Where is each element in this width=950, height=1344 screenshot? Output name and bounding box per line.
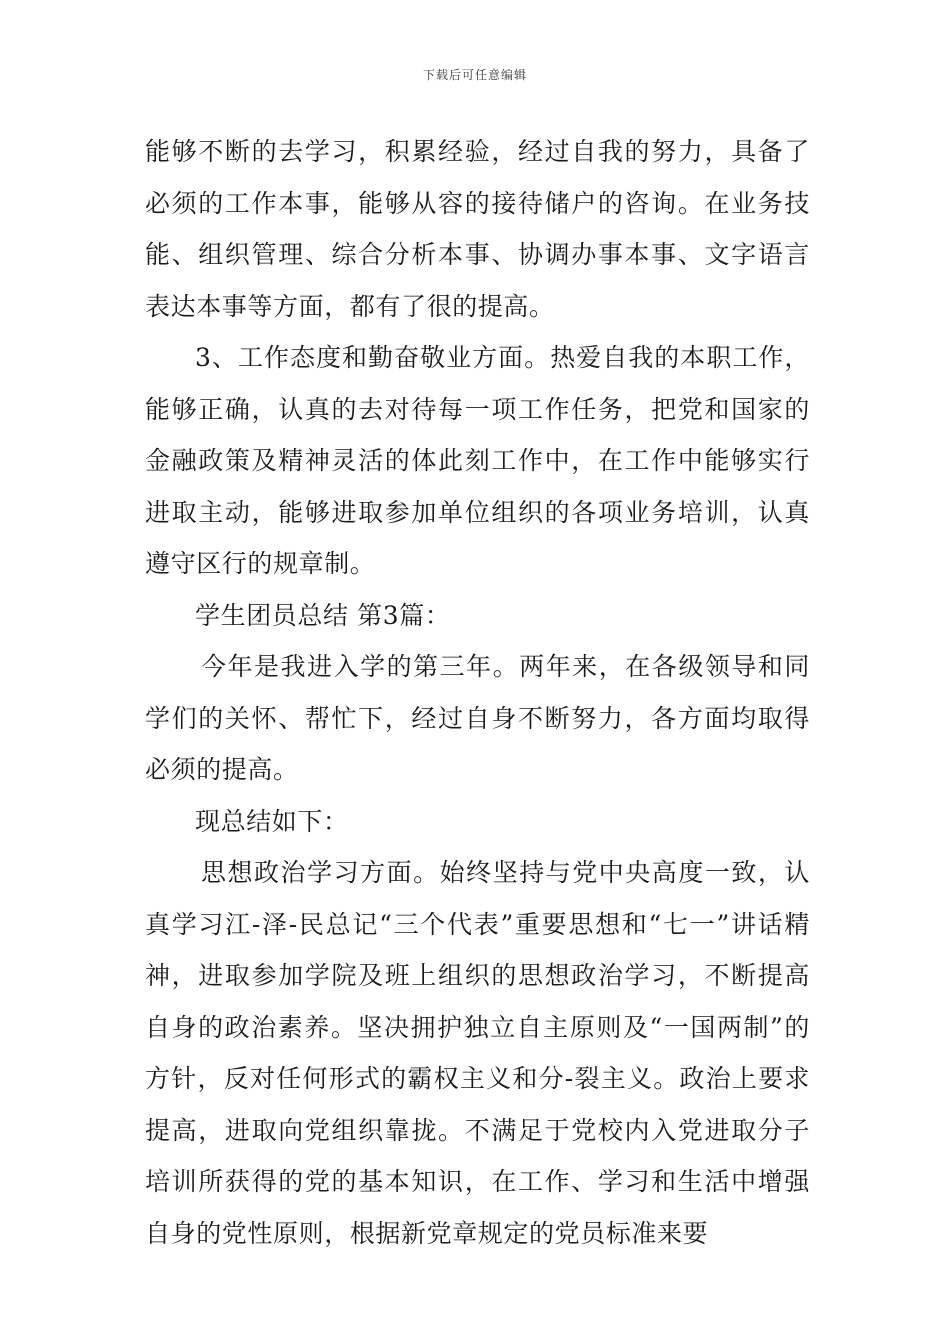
paragraph-continuation: 能够不断的去学习，积累经验，经过自我的努力，具备了必须的工作本事，能够从容的接待储户的咨询。在业务技能、组织管理、综合分析本事、协调办事本事、文字语言表达本事等方面，都有了很的提高。 [145,137,810,321]
page-header: 下载后可任意编辑 [422,68,527,82]
paragraph-work-attitude: 3、工作态度和勤奋敬业方面。热爱自我的本职工作，能够正确，认真的去对待每一项工作任务，把党和国家的金融政策及精神灵活的体此刻工作中，在工作中能够实行进取主动，能够进取参加单位组织的各项业务培训，认真遵守区行的规章制。 [145,343,810,578]
section-heading: 学生团员总结 第3篇： [195,600,451,630]
paragraph-summary-lead: 现总结如下： [195,806,349,836]
paragraph-intro: 今年是我进入学的第三年。两年来，在各级领导和同学们的关怀、帮忙下，经过自身不断努力，各方面均取得必须的提高。 [145,652,810,784]
document-body [145,126,810,1259]
paragraph-political-study: 思想政治学习方面。始终坚持与党中央高度一致，认真学习江-泽-民总记“三个代表”重要思想和“七一”讲话精神，进取参加学院及班上组织的思想政治学习，不断提高自身的政治素养。坚决拥护独立自主原则及“一国两制”的方针，反对任何形式的霸权主义和分-裂主义。政治上要求提高，进取向党组织靠拢。不满足于党校内入党进取分子培训所获得的党的基本知识，在工作、学习和生活中增强自身的党性原则，根据新党章规定的党员标准来要 [145,858,810,1248]
